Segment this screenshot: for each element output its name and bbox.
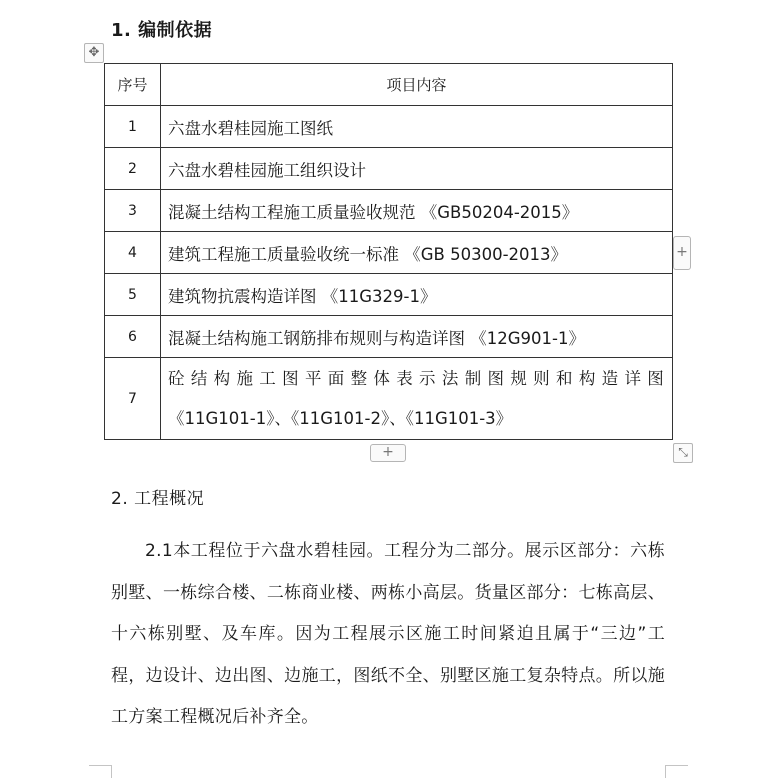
header-content-cell[interactable]: 项目内容 (161, 64, 673, 106)
table-row (105, 148, 673, 190)
table-move-handle-icon[interactable]: ✥ (84, 43, 104, 63)
page-corner-mark-left (89, 765, 112, 778)
row-num-cell[interactable]: 3 (105, 190, 161, 232)
section-1-heading: 1. 编制依据 (111, 20, 213, 41)
row-content-line-2: 《11G101-1》、《11G101-2》、《11G101-3》 (168, 408, 513, 428)
table-row (105, 274, 673, 316)
project-overview-paragraph: 2.1本工程位于六盘水碧桂园。工程分为二部分。展示区部分：六栋别墅、一栋综合楼、二栋商业楼、两栋小高层。货量区部分：七栋高层、十六栋别墅、及车库。因为工程展示区施工时间紧迫且属于“三边”工程，边设计、边出图、边施工，图纸不全、别墅区施工复杂特点。所以施工方案工程概况后补齐全。 (111, 541, 665, 727)
row-content-cell[interactable]: 混凝土结构施工钢筋排布规则与构造详图 《12G901-1》 (161, 316, 673, 358)
add-row-button[interactable]: + (370, 444, 406, 462)
row-content-line-1: 砼结构施工图平面整体表示法制图规则和构造详图 (168, 368, 665, 388)
basis-table (104, 63, 673, 440)
page-corner-mark-right (665, 765, 688, 778)
table-row (105, 190, 673, 232)
section-2-heading: 2. 工程概况 (111, 489, 205, 509)
table-header-row (105, 64, 673, 106)
row-num-cell[interactable]: 4 (105, 232, 161, 274)
header-num-cell[interactable]: 序号 (105, 64, 161, 106)
table-resize-handle-icon[interactable]: ⤡ (673, 443, 693, 463)
row-content-cell[interactable]: 混凝土结构工程施工质量验收规范 《GB50204-2015》 (161, 190, 673, 232)
row-content-cell[interactable]: 六盘水碧桂园施工组织设计 (161, 148, 673, 190)
add-column-button[interactable]: + (673, 236, 691, 270)
table-row (105, 232, 673, 274)
row-num-cell[interactable]: 2 (105, 148, 161, 190)
row-num-cell[interactable]: 7 (105, 358, 161, 440)
row-content-cell[interactable]: 建筑物抗震构造详图 《11G329-1》 (161, 274, 673, 316)
table-row (105, 316, 673, 358)
row-num-cell[interactable]: 6 (105, 316, 161, 358)
row-content-cell[interactable] (161, 358, 673, 440)
row-num-cell[interactable]: 1 (105, 106, 161, 148)
table-row (105, 106, 673, 148)
row-content-cell[interactable]: 六盘水碧桂园施工图纸 (161, 106, 673, 148)
table-row (105, 358, 673, 440)
row-content-cell[interactable]: 建筑工程施工质量验收统一标准 《GB 50300-2013》 (161, 232, 673, 274)
row-num-cell[interactable]: 5 (105, 274, 161, 316)
